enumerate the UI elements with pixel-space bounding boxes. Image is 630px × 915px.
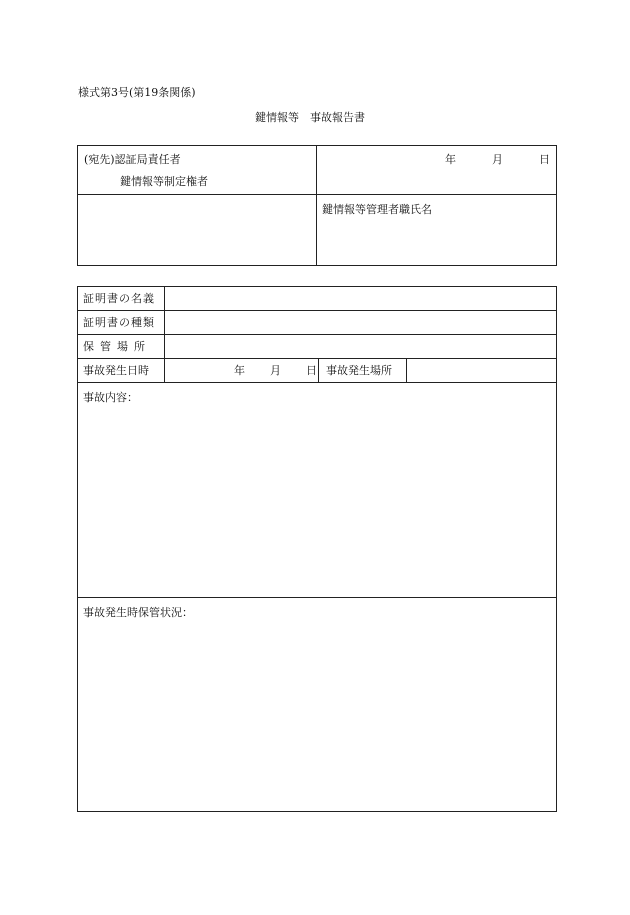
cert-name-label: 証明書の名義 [83, 292, 155, 305]
header-box-horizontal-divider [77, 194, 557, 195]
row-divider [77, 382, 557, 383]
incident-row-divider-1 [318, 358, 319, 382]
incident-day: 日 [306, 364, 317, 377]
recipient-line1: (宛先)認証局責任者 [84, 153, 181, 166]
row-divider [77, 310, 557, 311]
incident-year: 年 [234, 364, 245, 377]
header-box-vertical-divider [316, 145, 317, 266]
manager-name-label: 鍵情報等管理者職氏名 [322, 203, 432, 216]
incident-month: 月 [270, 364, 281, 377]
incident-place-label: 事故発生場所 [326, 364, 392, 377]
incident-row-divider-2 [406, 358, 407, 382]
label-column-divider [164, 286, 165, 382]
incident-datetime-label: 事故発生日時 [83, 364, 149, 377]
recipient-line2: 鍵情報等制定権者 [120, 175, 208, 188]
date-day: 日 [539, 153, 550, 166]
incident-content-label: 事故内容： [83, 391, 138, 404]
cert-type-label: 証明書の種類 [83, 316, 155, 329]
row-divider [77, 358, 557, 359]
page-title: 鍵情報等 事故報告書 [255, 111, 365, 124]
row-divider [77, 334, 557, 335]
row-divider [77, 597, 557, 598]
storage-status-label: 事故発生時保管状況： [83, 606, 193, 619]
details-table [77, 286, 557, 812]
date-month: 月 [492, 153, 503, 166]
form-number: 様式第3号(第19条関係) [78, 86, 196, 99]
storage-location-label: 保管場所 [83, 340, 151, 353]
date-year: 年 [445, 153, 456, 166]
